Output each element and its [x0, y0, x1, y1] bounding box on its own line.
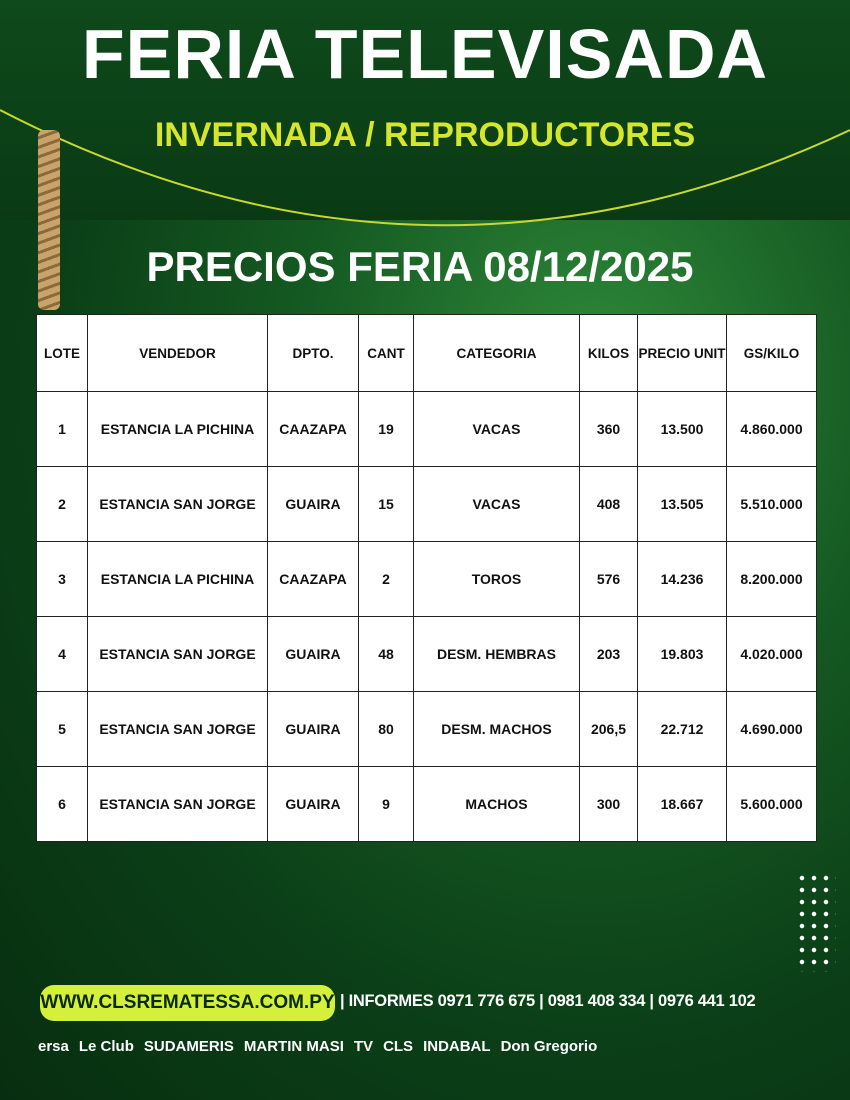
column-header: GS/KILO: [727, 315, 817, 392]
table-cell: 408: [580, 467, 638, 542]
dots-decoration: [796, 872, 836, 972]
column-header: VENDEDOR: [88, 315, 268, 392]
table-cell: DESM. MACHOS: [414, 692, 580, 767]
table-cell: 80: [359, 692, 414, 767]
table-cell: ESTANCIA SAN JORGE: [88, 767, 268, 842]
table-cell: 4: [37, 617, 88, 692]
sponsor-logo: SUDAMERIS: [143, 1038, 234, 1055]
table-row: [37, 617, 817, 692]
table-cell: 13.505: [638, 467, 727, 542]
table-row: [37, 767, 817, 842]
table-cell: ESTANCIA LA PICHINA: [88, 542, 268, 617]
page-title: FERIA TELEVISADA: [81, 15, 769, 93]
table-cell: 360: [580, 392, 638, 467]
table-cell: 4.020.000: [727, 617, 817, 692]
table-cell: 15: [359, 467, 414, 542]
table-cell: 4.690.000: [727, 692, 817, 767]
table-row: [37, 392, 817, 467]
table-cell: 3: [37, 542, 88, 617]
sponsor-logo: TV: [353, 1038, 374, 1055]
column-header: PRECIO UNIT: [638, 315, 727, 392]
subtitle: INVERNADA / REPRODUCTORES: [154, 116, 696, 154]
table-cell: 2: [359, 542, 414, 617]
table-cell: 13.500: [638, 392, 727, 467]
table-cell: CAAZAPA: [268, 542, 359, 617]
column-header: CANT: [359, 315, 414, 392]
table-cell: 19.803: [638, 617, 727, 692]
table-cell: 22.712: [638, 692, 727, 767]
table-cell: ESTANCIA LA PICHINA: [88, 392, 268, 467]
table-cell: TOROS: [414, 542, 580, 617]
table-cell: ESTANCIA SAN JORGE: [88, 467, 268, 542]
contact-phones: | INFORMES 0971 776 675 | 0981 408 334 | 0976 441 102: [340, 992, 756, 1010]
table-cell: ESTANCIA SAN JORGE: [88, 692, 268, 767]
prices-title: PRECIOS FERIA 08/12/2025: [146, 243, 694, 290]
sponsor-logos: [38, 1038, 838, 1055]
table-row: [37, 692, 817, 767]
table-cell: 19: [359, 392, 414, 467]
table-cell: 5.600.000: [727, 767, 817, 842]
table-cell: 5: [37, 692, 88, 767]
table-cell: VACAS: [414, 392, 580, 467]
table-cell: 203: [580, 617, 638, 692]
sponsor-logo: Don Gregorio: [500, 1038, 598, 1055]
table-cell: GUAIRA: [268, 617, 359, 692]
table-cell: 1: [37, 392, 88, 467]
table-cell: 576: [580, 542, 638, 617]
table-cell: GUAIRA: [268, 467, 359, 542]
table-header: [37, 315, 817, 392]
table-row: [37, 542, 817, 617]
table-cell: 48: [359, 617, 414, 692]
table-cell: 9: [359, 767, 414, 842]
table-cell: 2: [37, 467, 88, 542]
table-cell: 6: [37, 767, 88, 842]
sponsor-logo: ersa: [38, 1038, 69, 1055]
table-cell: CAAZAPA: [268, 392, 359, 467]
sponsor-logo: MARTIN MASI: [243, 1038, 344, 1055]
sponsor-logo: Le Club: [78, 1038, 134, 1055]
table-cell: 8.200.000: [727, 542, 817, 617]
table-cell: GUAIRA: [268, 767, 359, 842]
table-row: [37, 467, 817, 542]
column-header: DPTO.: [268, 315, 359, 392]
table-cell: DESM. HEMBRAS: [414, 617, 580, 692]
column-header: CATEGORIA: [414, 315, 580, 392]
table-cell: 4.860.000: [727, 392, 817, 467]
table-cell: 206,5: [580, 692, 638, 767]
sponsor-logo: CLS: [383, 1038, 414, 1055]
prices-table: [36, 314, 817, 842]
table-cell: 18.667: [638, 767, 727, 842]
column-header: KILOS: [580, 315, 638, 392]
table-cell: ESTANCIA SAN JORGE: [88, 617, 268, 692]
table-cell: VACAS: [414, 467, 580, 542]
table-cell: 300: [580, 767, 638, 842]
sponsor-logo: INDABAL: [423, 1038, 491, 1055]
column-header: LOTE: [37, 315, 88, 392]
table-cell: MACHOS: [414, 767, 580, 842]
website-link[interactable]: WWW.CLSREMATESSA.COM.PY: [40, 985, 335, 1021]
table-cell: 5.510.000: [727, 467, 817, 542]
table-cell: 14.236: [638, 542, 727, 617]
table-cell: GUAIRA: [268, 692, 359, 767]
